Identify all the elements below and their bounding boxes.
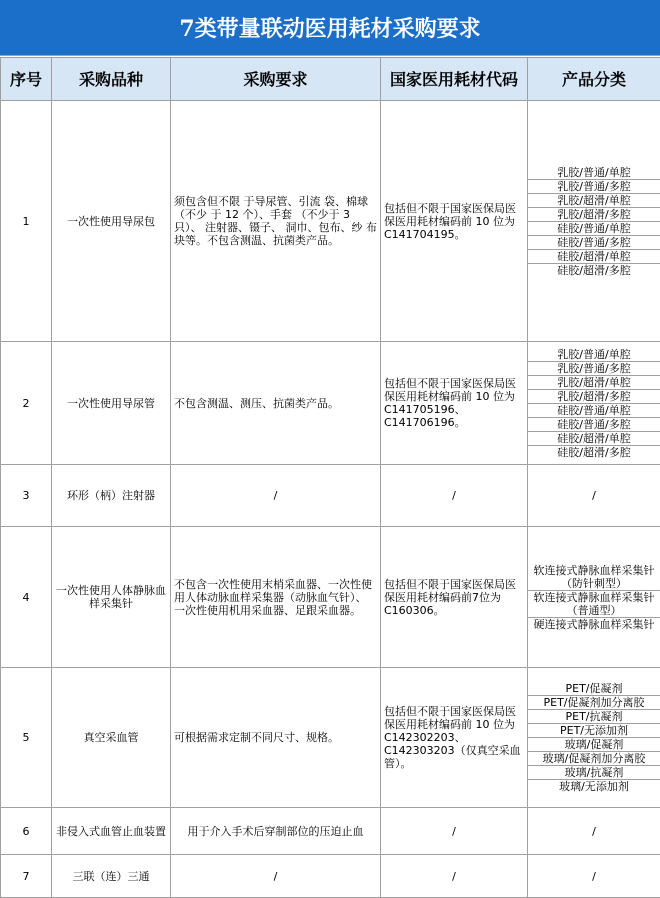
row-requirement: 不包含测温、测压、抗菌类产品。 xyxy=(171,342,381,465)
table-row xyxy=(1,808,660,855)
category-item: 乳胶/普通/多腔 xyxy=(528,361,660,375)
category-list xyxy=(528,348,660,459)
row-categories xyxy=(528,668,660,808)
header-category: 产品分类 xyxy=(528,58,660,101)
category-item: 玻璃/促凝剂加分离胶 xyxy=(528,752,660,766)
row-code: 包括但不限于国家医保局医保医用耗材编码前 10 位为C141705196、C141706196。 xyxy=(381,342,528,465)
row-categories xyxy=(528,101,660,342)
row-requirement: 须包含但不限 于导尿管、引流 袋、棉球（不少 于 12 个）、手套 （不少于 3 只）、 注射器、镊子、 洞巾、包布、纱 布块等。不包含测温、抗菌类产品。 xyxy=(171,101,381,342)
table-row xyxy=(1,855,660,898)
row-requirement: / xyxy=(171,855,381,898)
page-title: 7类带量联动医用耗材采购要求 xyxy=(0,0,660,56)
category-item: 乳胶/超滑/单腔 xyxy=(528,375,660,389)
category-item: 乳胶/超滑/多腔 xyxy=(528,389,660,403)
category-item: PET/无添加剂 xyxy=(528,724,660,738)
category-item: 玻璃/无添加剂 xyxy=(559,780,629,793)
category-item: 硬连接式静脉血样采集针 xyxy=(533,617,655,631)
row-no: 5 xyxy=(1,668,52,808)
row-variety: 一次性使用导尿包 xyxy=(52,101,171,342)
category-list xyxy=(528,682,660,793)
row-code: / xyxy=(381,465,528,527)
category-item: 硅胶/普通/多腔 xyxy=(528,235,660,249)
row-no: 3 xyxy=(1,465,52,527)
category-item: 硅胶/超滑/多腔 xyxy=(557,445,631,459)
row-variety: 非侵入式血管止血装置 xyxy=(52,808,171,855)
category-item: 软连接式静脉血样采集针（普通型） xyxy=(528,590,660,617)
category-item: 玻璃/抗凝剂 xyxy=(528,766,660,780)
row-no: 4 xyxy=(1,527,52,668)
row-code: 包括但不限于国家医保局医保医用耗材编码前 10 位为C141704195。 xyxy=(381,101,528,342)
row-code: 包括但不限于国家医保局医保医用耗材编码前7位为C160306。 xyxy=(381,527,528,668)
category-item: 乳胶/普通/单腔 xyxy=(528,348,660,362)
category-list xyxy=(528,166,660,277)
header-variety: 采购品种 xyxy=(52,58,171,101)
category-item: PET/抗凝剂 xyxy=(528,710,660,724)
table-row xyxy=(1,527,660,668)
row-requirement: 用于介入手术后穿制部位的压迫止血 xyxy=(171,808,381,855)
category-item: 硅胶/普通/单腔 xyxy=(528,403,660,417)
table-row xyxy=(1,101,660,342)
row-categories xyxy=(528,527,660,668)
category-item: 硅胶/超滑/单腔 xyxy=(528,431,660,445)
row-no: 1 xyxy=(1,101,52,342)
row-categories: / xyxy=(528,808,660,855)
category-item: 硅胶/超滑/多腔 xyxy=(557,263,631,277)
row-requirement: 不包含一次性使用末梢采血器、一次性使用人体动脉血样采集器（动脉血气针）、一次性使用机用采血器、足跟采血器。 xyxy=(171,527,381,668)
category-list xyxy=(528,564,660,631)
row-code: / xyxy=(381,855,528,898)
category-item: 乳胶/普通/多腔 xyxy=(528,179,660,193)
row-code: 包括但不限于国家医保局医保医用耗材编码前 10 位为C142302203、C142303203（仅真空采血管）。 xyxy=(381,668,528,808)
row-no: 2 xyxy=(1,342,52,465)
category-item: 软连接式静脉血样采集针（防针刺型） xyxy=(528,564,660,591)
row-variety: 三联（连）三通 xyxy=(52,855,171,898)
row-no: 6 xyxy=(1,808,52,855)
row-variety: 一次性使用导尿管 xyxy=(52,342,171,465)
row-variety: 一次性使用人体静脉血样采集针 xyxy=(52,527,171,668)
header-no: 序号 xyxy=(1,58,52,101)
row-code: / xyxy=(381,808,528,855)
header-requirement: 采购要求 xyxy=(171,58,381,101)
row-categories: / xyxy=(528,855,660,898)
category-item: 乳胶/超滑/多腔 xyxy=(528,207,660,221)
header-code: 国家医用耗材代码 xyxy=(381,58,528,101)
row-requirement: / xyxy=(171,465,381,527)
row-categories: / xyxy=(528,465,660,527)
category-item: PET/促凝剂 xyxy=(528,682,660,696)
row-requirement: 可根据需求定制不同尺寸、规格。 xyxy=(171,668,381,808)
category-item: 硅胶/普通/单腔 xyxy=(528,221,660,235)
category-item: 乳胶/超滑/单腔 xyxy=(528,193,660,207)
table-row xyxy=(1,465,660,527)
row-variety: 环形（柄）注射器 xyxy=(52,465,171,527)
category-item: 硅胶/普通/多腔 xyxy=(528,417,660,431)
table-row xyxy=(1,342,660,465)
procurement-table xyxy=(0,57,660,898)
row-no: 7 xyxy=(1,855,52,898)
header-row xyxy=(1,58,660,101)
category-item: 乳胶/普通/单腔 xyxy=(528,166,660,180)
category-item: 硅胶/超滑/单腔 xyxy=(528,249,660,263)
row-categories xyxy=(528,342,660,465)
table-row xyxy=(1,668,660,808)
category-item: 玻璃/促凝剂 xyxy=(528,738,660,752)
row-variety: 真空采血管 xyxy=(52,668,171,808)
category-item: PET/促凝剂加分离胶 xyxy=(528,696,660,710)
